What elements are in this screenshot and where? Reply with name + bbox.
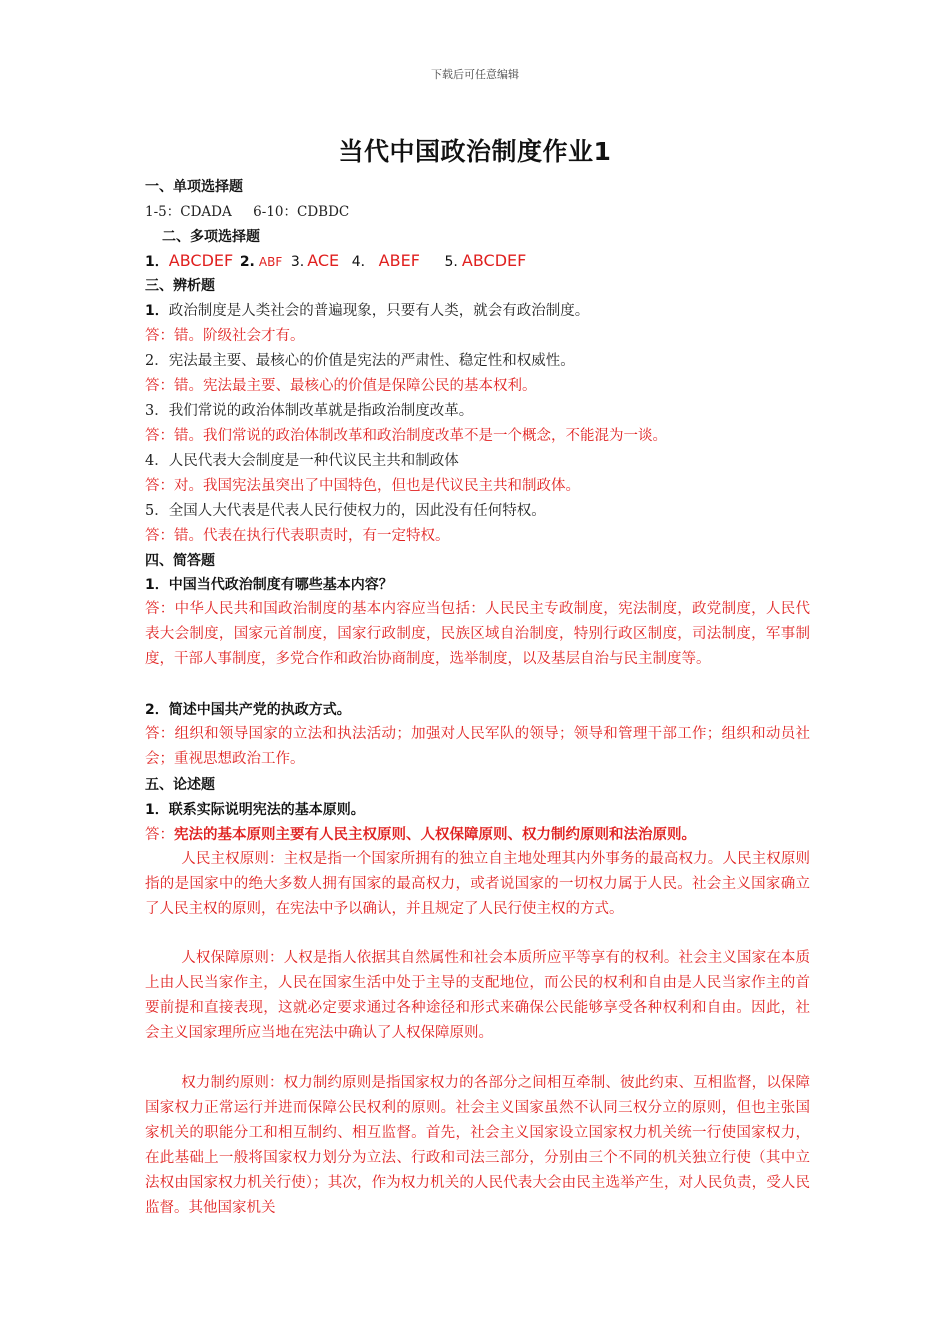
mcq-number-3: 3. [290, 254, 305, 270]
mcq-number-5: 5. [444, 254, 458, 270]
mcq-number-2: 2. [239, 254, 255, 270]
short-question-1: 1．中国当代政治制度有哪些基本内容？ [145, 577, 393, 593]
essay-paragraph-power-restriction: 权力制约原则：权力制约原则是指国家权力的各部分之间相互牵制、彼此约束、互相监督，以保障国家权力正常运行并进而保障公民权利的原则。社会主义国家虽然不认同三权分立的原则，但也主张国家机关的职能分工和相互制约、相互监督。首先，社会主义国家设立国家权力机关统一行使国家权力，在此基础上一般将国家权力划分为立法、行政和司法三部分，分别由三个不同的机关独立行使（其中立法权由国家权力机关行使）；其次，作为权力机关的人民代表大会由民主选举产生，对人民负责，受人民监督。其他国家机关 [145, 1075, 810, 1216]
essay-paragraph-human-rights: 人权保障原则：人权是指人依据其自然属性和社会本质所应平等享有的权利。社会主义国家在本质上由人民当家作主，人民在国家生活中处于主导的支配地位，而公民的权利和自由是人民当家作主的首要前提和直接表现，这就必定要求通过各种途径和形式来确保公民能够享受各种权利和自由。因此，社会主义国家理所应当地在宪法中确认了人权保障原则。 [145, 950, 810, 1041]
section-4-heading: 四、简答题 [145, 553, 215, 569]
judge-question-5: 5．全国人大代表是代表人民行使权力的，因此没有任何特权。 [145, 503, 546, 519]
judge-answer-5: 答：错。代表在执行代表职责时，有一定特权。 [145, 528, 450, 544]
single-choice-answers: 1-5：CDADA 6-10：CDBDC [145, 204, 350, 220]
mcq-answer-5: ABCDEF [461, 251, 527, 270]
essay-answer-prefix: 答： [145, 827, 174, 843]
mcq-answer-2: ABF [258, 255, 283, 269]
multi-choice-answers [145, 251, 526, 272]
judge-question-1-number: 1． [145, 303, 169, 319]
short-answer-1: 答：中华人民共和国政治制度的基本内容应当包括：人民民主专政制度，宪法制度，政党制度，人民代表大会制度，国家元首制度，国家行政制度，民族区域自治制度，特别行政区制度，司法制度，军事制度，干部人事制度，多党合作和政治协商制度，选举制度，以及基层自治与民主制度等。 [145, 601, 810, 667]
judge-question-1 [145, 301, 589, 321]
section-1-heading: 一、单项选择题 [145, 179, 243, 195]
essay-answer-bold: 宪法的基本原则主要有人民主权原则、人权保障原则、权力制约原则和法治原则。 [174, 827, 696, 843]
judge-answer-1: 答：错。阶级社会才有。 [145, 328, 305, 344]
essay-paragraph-people-sovereignty: 人民主权原则：主权是指一个国家所拥有的独立自主地处理其内外事务的最高权力。人民主权原则指的是国家中的绝大多数人拥有国家的最高权力，或者说国家的一切权力属于人民。社会主义国家确立了人民主权的原则，在宪法中予以确认，并且规定了人民行使主权的方式。 [145, 851, 810, 917]
section-5-heading: 五、论述题 [145, 777, 215, 793]
essay-answer-summary [145, 825, 696, 845]
page-header: 下载后可任意编辑 [431, 68, 519, 81]
essay-question-1: 1．联系实际说明宪法的基本原则。 [145, 802, 365, 818]
mcq-answer-1: ABCDEF [168, 251, 234, 270]
judge-answer-3: 答：错。我们常说的政治体制改革和政治制度改革不是一个概念，不能混为一谈。 [145, 428, 667, 444]
mcq-number-4: 4． [351, 254, 375, 270]
judge-question-3: 3．我们常说的政治体制改革就是指政治制度改革。 [145, 403, 474, 419]
short-answer-2: 答：组织和领导国家的立法和执法活动；加强对人民军队的领导；领导和管理干部工作；组织和动员社会；重视思想政治工作。 [145, 726, 810, 767]
short-question-2: 2．简述中国共产党的执政方式。 [145, 702, 351, 718]
mcq-number-1: 1． [145, 254, 169, 270]
judge-question-2: 2．宪法最主要、最核心的价值是宪法的严肃性、稳定性和权威性。 [145, 353, 575, 369]
judge-question-4: 4．人民代表大会制度是一种代议民主共和制政体 [145, 453, 459, 469]
judge-answer-2: 答：错。宪法最主要、最核心的价值是保障公民的基本权利。 [145, 378, 537, 394]
document-title: 当代中国政治制度作业1 [338, 137, 612, 166]
mcq-answer-3: ACE [307, 251, 340, 270]
judge-answer-4: 答：对。我国宪法虽突出了中国特色，但也是代议民主共和制政体。 [145, 478, 580, 494]
section-2-heading: 二、多项选择题 [162, 229, 260, 245]
mcq-answer-4: ABEF [378, 251, 420, 270]
section-3-heading: 三、辨析题 [145, 278, 215, 294]
judge-question-1-text: 政治制度是人类社会的普遍现象，只要有人类，就会有政治制度。 [168, 303, 590, 319]
